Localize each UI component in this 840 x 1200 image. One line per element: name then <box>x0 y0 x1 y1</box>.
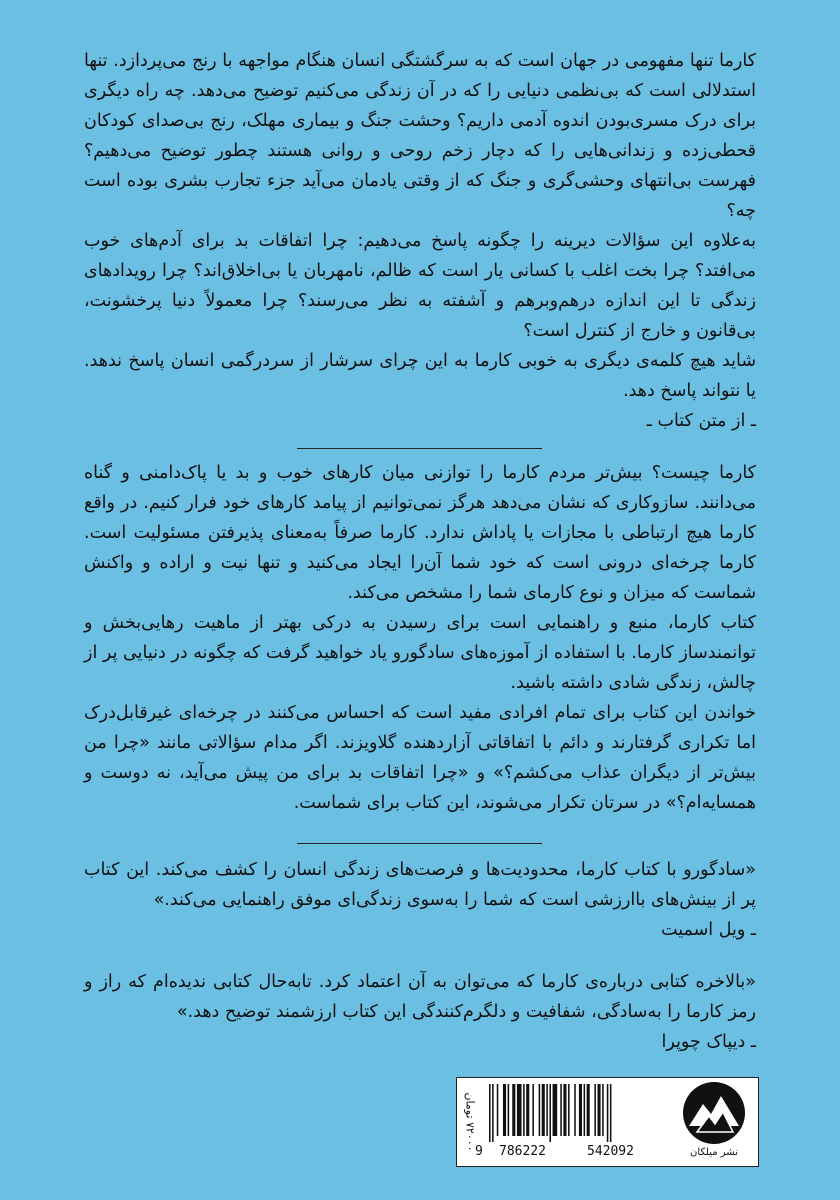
endorsement-quote-1: «سادگورو با کتاب کارما، محدودیت‌ها و فرصت‌های زندگی انسان را کشف می‌کند. این کتاب پر از بینش‌های باارزشی است که شما را به‌سوی زندگی‌ای موفق راهنمایی می‌کند.» <box>84 860 756 910</box>
price-label: ۷۲۰۰۰ تومان <box>463 1092 477 1152</box>
isbn-group-1: 786222 <box>499 1144 546 1159</box>
divider-2 <box>297 843 542 844</box>
barcode-bar <box>584 1084 586 1136</box>
blurb-paragraph-2: به‌علاوه این سؤالات دیرینه را چگونه پاسخ می‌دهیم: چرا اتفاقات بد برای آدم‌های خوب می‌افتد؟ چرا بخت اغلب با کسانی یار است که ظالم، نامهربان یا بی‌اخلاق‌اند؟ چرا رویدادهای زندگی تا این اندازه درهم‌وبرهم و آشفته به نظر می‌رسند؟ چرا معمولاً دنیا پرخشونت، بی‌قانون و خارج از کنترل است؟ <box>84 231 756 341</box>
publisher-logo <box>676 1082 752 1162</box>
isbn-group-2: 542092 <box>587 1144 634 1159</box>
description-paragraph-1: کارما چیست؟ بیش‌تر مردم کارما را توازنی میان کارهای خوب و بد یا پاک‌دامنی و گناه می‌دانند. سازوکاری که نشان می‌دهد هرگز نمی‌توانیم از پیامد کارهای خود فرار کنیم. در واقع کارما هیچ ارتباطی با مجازات یا پاداش ندارد. کارما صرفاً به‌معنای پذیرفتن مسئولیت است. کارما چرخه‌ای درونی است که خود شما آن‌را ایجاد می‌کنید و تنها نیت و اراده و واکنش شماست که میزان و نوع کارمای شما را مشخص می‌کند. <box>84 463 756 603</box>
barcode-bar <box>594 1084 596 1136</box>
endorsement-author-2: ـ دیپاک چوپرا <box>661 1032 756 1052</box>
endorsements-section <box>84 855 756 1057</box>
barcode-bar <box>610 1084 612 1142</box>
barcode-bar <box>587 1084 590 1136</box>
barcode-bar <box>517 1084 522 1136</box>
blurb-section <box>84 46 756 436</box>
barcode-panel <box>456 1077 759 1167</box>
barcode-bar <box>539 1084 541 1136</box>
endorsement-author-1: ـ ویل اسمیت <box>661 920 756 940</box>
mountain-logo-icon <box>683 1082 745 1144</box>
barcode-bar <box>503 1084 506 1136</box>
description-paragraph-2: کتاب کارما، منبع و راهنمایی است برای رسیدن به درکی بهتر از ماهیت رهایی‌بخش و توانمندساز کارما. با استفاده از آموزه‌های سادگورو یاد خواهید گرفت که چگونه در دنیایی پر از چالش، زندگی شادی داشته باشید. <box>84 613 756 693</box>
isbn-prefix: 9 <box>475 1144 483 1159</box>
barcode-bar <box>542 1084 545 1136</box>
barcode-bar <box>553 1084 558 1136</box>
publisher-name: نشر میلکان <box>690 1147 738 1158</box>
barcode-bar <box>523 1084 525 1136</box>
barcode-bar <box>526 1084 529 1136</box>
barcode-bar <box>563 1084 566 1136</box>
barcode-bar <box>546 1084 548 1136</box>
barcode-bar <box>560 1084 562 1136</box>
blurb-paragraph-1: کارما تنها مفهومی در جهان است که به سرگشتگی انسان هنگام مواجهه با رنج می‌پردازد. تنها استدلالی است که بی‌نظمی دنیایی را که در آن زندگی می‌کنیم توضیح می‌دهد. چه راه دیگری برای درک مسری‌بودن اندوه آدمی داریم؟ وحشت جنگ و بیماری مهلک، رنج بی‌صدای کودکان قحطی‌زده و زندانی‌هایی را که دچار زخم روحی و روانی هستند چطور توضیح می‌دهیم؟ فهرست بی‌انتهای وحشی‌گری و جنگ که از وقتی یادمان می‌آید جزء تجارب بشری بوده است چه؟ <box>84 51 756 221</box>
barcode-bar <box>568 1084 570 1136</box>
blurb-paragraph-3: شاید هیچ کلمه‌ی دیگری به خوبی کارما به این چرای سرشار از سردرگمی انسان پاسخ ندهد. یا نتواند پاسخ دهد. <box>84 351 756 401</box>
barcode-bar <box>497 1084 499 1136</box>
divider-1 <box>297 448 542 449</box>
barcode-bar <box>574 1084 576 1136</box>
description-paragraph-3: خواندن این کتاب برای تمام افرادی مفید است که احساس می‌کنند در چرخه‌ای غیرقابل‌درک اما تکراری گرفتارند و دائم با اتفاقاتی آزاردهنده گلاویزند. اگر مدام سؤالاتی مانند «چرا من بیش‌تر از دیگران عذاب می‌کشم؟» و «چرا اتفاقات بد برای من پیش می‌آید، نه دوست و همسایه‌ام؟» در سرتان تکرار می‌شوند، این کتاب برای شماست. <box>84 703 756 813</box>
barcode-bar <box>549 1084 551 1142</box>
barcode-bar <box>512 1084 515 1136</box>
barcode-bar <box>489 1084 491 1142</box>
barcode-bar <box>579 1084 582 1136</box>
barcode <box>487 1084 675 1142</box>
barcode-bar <box>607 1084 609 1142</box>
barcode-bar <box>532 1084 534 1136</box>
barcode-bar <box>598 1084 601 1136</box>
barcode-bar <box>508 1084 510 1136</box>
barcode-bar <box>492 1084 494 1142</box>
blurb-attribution: ـ از متن کتاب ـ <box>646 411 756 431</box>
barcode-bar <box>602 1084 604 1136</box>
description-section <box>84 458 756 818</box>
endorsement-quote-2: «بالاخره کتابی درباره‌ی کارما که می‌توان به آن اعتماد کرد. تابه‌حال کتابی ندیده‌ام که راز و رمز کارما را به‌سادگی، شفافیت و دلگرم‌کنندگی این کتاب ارزشمند توضیح دهد.» <box>84 972 756 1022</box>
isbn-number <box>475 1142 680 1162</box>
